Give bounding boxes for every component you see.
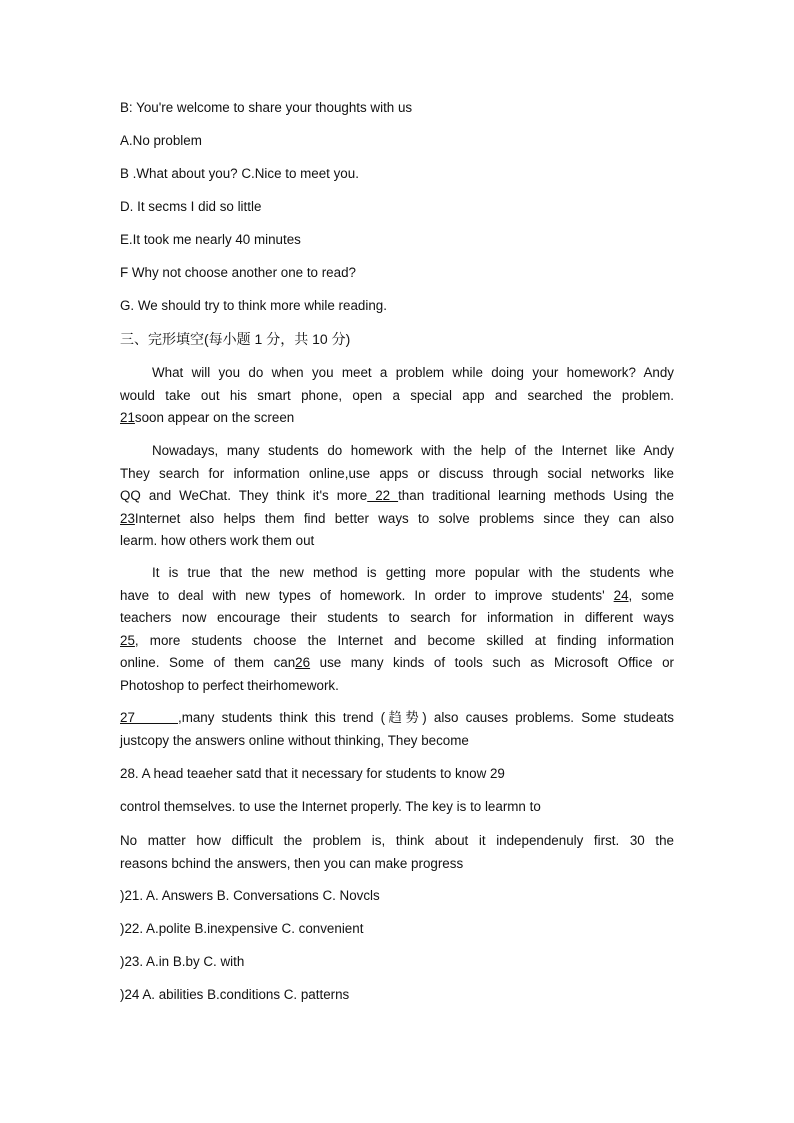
paragraph-line: justcopy the answers online without thinking, They become <box>120 732 469 748</box>
blank-23: 23 <box>120 510 135 526</box>
paragraph-text: soon appear on the screen <box>134 410 295 425</box>
paragraph-line: learm. how others work them out <box>120 533 315 548</box>
blank-27: 27 <box>120 710 178 725</box>
paragraph-line <box>120 508 674 531</box>
paragraph-text: online. Some of them can <box>120 655 296 670</box>
dialogue-line-b: B: You're welcome to share your thoughts with us <box>120 100 413 115</box>
paragraph-text: ,many students think this trend (趋势) also causes problems. Some studeats <box>177 710 674 725</box>
question-line: )21. A. Answers B. Conversations C. Novcls <box>120 888 380 903</box>
paragraph-line <box>120 707 674 730</box>
paragraph-line: would take out his smart phone, open a special app and searched the problem. <box>120 387 674 403</box>
paragraph-line: Photoshop to perfect theirhomework. <box>120 677 339 693</box>
paragraph-text: than traditional learning methods Using the <box>398 488 674 503</box>
paragraph-text: use many kinds of tools such as Microsoft Office or <box>310 655 674 670</box>
paragraph-line: Nowadays, many students do homework with the help of the Internet like Andy <box>152 443 674 458</box>
blank-21: 21 <box>120 410 135 425</box>
paragraph-line <box>120 630 674 653</box>
passage-paragraph-2 <box>120 440 674 553</box>
passage-paragraph-5 <box>120 830 674 875</box>
paragraph-line: It is true that the new method is getting more popular with the students whe <box>152 565 674 580</box>
paragraph-line: teachers now encourage their students to search for information in different ways <box>120 610 674 625</box>
question-line: )23. A.in B.by C. with <box>120 954 245 969</box>
blank-25: 25 <box>120 632 135 648</box>
paragraph-text: , more students choose the Internet and become skilled at finding information <box>134 632 674 648</box>
paragraph-line <box>120 652 674 675</box>
paragraph-line: No matter how difficult the problem is, think about it independenuly first. 30 the <box>120 833 674 848</box>
option-line: A.No problem <box>120 133 202 148</box>
passage-paragraph-3 <box>120 562 674 697</box>
question-line: )24 A. abilities B.conditions C. patterns <box>120 987 350 1002</box>
passage-paragraph-4 <box>120 707 674 752</box>
option-line: E.It took me nearly 40 minutes <box>120 232 301 247</box>
option-line: D. It secms I did so little <box>120 199 262 214</box>
option-line: F Why not choose another one to read? <box>120 265 356 280</box>
passage-paragraph-1 <box>120 362 674 430</box>
section-title: 三、完形填空(每小题 1 分，共 10 分) <box>120 331 351 347</box>
paragraph-text: , some <box>628 587 674 603</box>
paragraph-line: reasons bchind the answers, then you can make progress <box>120 855 464 871</box>
paragraph-text: Internet also helps them find better ways to solve problems since they can also <box>134 510 674 526</box>
paragraph-line <box>120 485 674 508</box>
paragraph-text: have to deal with new types of homework. In order to improve students' <box>120 587 605 603</box>
blank-22: 22 <box>367 488 399 503</box>
blank-26: 26 <box>295 655 311 670</box>
paragraph-line: They search for information online,use apps or discuss through social networks like <box>120 465 674 481</box>
option-line: B .What about you? C.Nice to meet you. <box>120 166 359 181</box>
option-line: G. We should try to think more while reading. <box>120 298 387 313</box>
paragraph-line: What will you do when you meet a problem while doing your homework? Andy <box>152 365 674 380</box>
passage-line-control: control themselves. to use the Internet properly. The key is to learmn to <box>120 799 541 814</box>
paragraph-line <box>120 585 674 608</box>
blank-24: 24 <box>613 587 629 603</box>
passage-line-28: 28. A head teaeher satd that it necessary for students to know 29 <box>120 766 505 781</box>
paragraph-line <box>120 407 674 430</box>
question-line: )22. A.polite B.inexpensive C. convenient <box>120 921 364 936</box>
paragraph-text: QQ and WeChat. They think it's more <box>120 488 368 503</box>
